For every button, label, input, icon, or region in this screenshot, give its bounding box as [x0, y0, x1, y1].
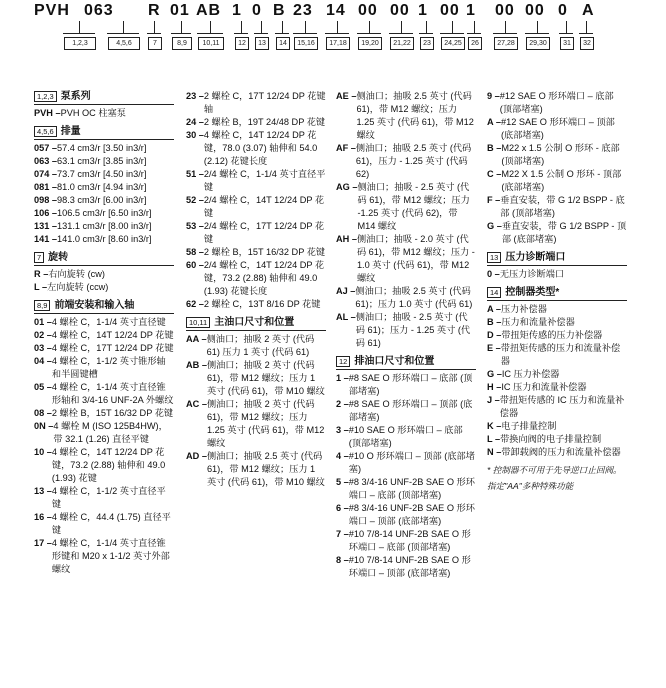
option-code: 24 –: [186, 117, 204, 127]
option-item: [34, 220, 174, 233]
option-description: #10 O 形环端口 – 顶部 (底部堵塞): [348, 451, 475, 474]
option-code: 10 –: [34, 447, 52, 457]
option-description: 垂直安装，带 G 1/2 BSPP - 底部 (顶部堵塞): [500, 195, 625, 218]
option-description: 压力和流量补偿器: [501, 317, 575, 327]
option-code: 8 –: [336, 555, 349, 565]
option-description: 2 螺栓 C，13T 8/16 DP 花键: [203, 299, 321, 309]
option-item: [487, 368, 627, 381]
option-code: 13 –: [34, 486, 52, 496]
option-description: #10 7/8-14 UNF-2B SAE O 形环端口 – 顶部 (底部堵塞): [348, 555, 471, 578]
option-code: 131 –: [34, 221, 57, 231]
option-code: 2 –: [336, 399, 349, 409]
option-code: 04 –: [34, 356, 52, 366]
option-item: [336, 476, 476, 502]
option-code: 106 –: [34, 208, 57, 218]
spec-section: [487, 464, 627, 493]
option-description: 垂直安装，带 G 1/2 BSPP - 顶部 (底部堵塞): [501, 221, 627, 244]
section-heading: [34, 299, 174, 314]
option-item: [186, 116, 326, 129]
code-segment: PVH: [34, 2, 70, 19]
option-item: [186, 259, 326, 298]
section-number: 10,11: [186, 317, 210, 328]
option-code: 62 –: [186, 299, 204, 309]
option-item: [487, 420, 627, 433]
option-description: 131.1 cm3/r [8.00 in3/r]: [57, 221, 152, 231]
option-code: 51 –: [186, 169, 204, 179]
position-number-box: 29,30: [526, 37, 550, 50]
option-code: 0 –: [487, 269, 500, 279]
position-number-box: 17,18: [326, 37, 350, 50]
option-code: AG –: [336, 182, 358, 192]
option-item: [336, 233, 476, 285]
option-item: [487, 394, 627, 420]
option-description: PVH OC 柱塞泵: [60, 108, 126, 118]
position-number-box: 1,2,3: [64, 37, 96, 50]
option-code: AA –: [186, 334, 207, 344]
code-segment: 1: [232, 2, 242, 19]
option-code: AD –: [186, 451, 207, 461]
option-item: [336, 424, 476, 450]
code-segment: 00: [358, 2, 378, 19]
option-item: [487, 116, 627, 142]
option-description: 侧油口；抽吸 2 英寸 (代码 61)，带 M12 螺纹；压力 1 英寸 (代码 61)，带 M10 螺纹: [206, 360, 325, 396]
option-description: 电子排量控制: [501, 421, 557, 431]
option-item: [34, 281, 174, 294]
option-code: J –: [487, 395, 500, 405]
option-item: [186, 333, 326, 359]
option-description: 4 螺栓 C，14T 12/24 DP 花键: [51, 330, 174, 340]
option-description: 4 螺栓 C，1-1/4 英寸直径键: [51, 317, 166, 327]
section-heading: [186, 316, 326, 331]
option-item: [186, 298, 326, 311]
section-number: 7: [34, 252, 44, 263]
option-code: K –: [487, 421, 502, 431]
option-item: [336, 398, 476, 424]
position-number-box: 27,28: [494, 37, 518, 50]
spec-section: [336, 355, 476, 580]
option-item: [34, 181, 174, 194]
option-item: [336, 372, 476, 398]
section-number: 14: [487, 287, 501, 298]
option-item: [34, 407, 174, 420]
option-description: 4 螺栓 C，17T 12/24 DP 花键: [51, 343, 174, 353]
spec-section: [34, 125, 174, 246]
option-code: 3 –: [336, 425, 349, 435]
option-code: H –: [487, 382, 502, 392]
position-number-box: 13: [255, 37, 269, 50]
option-description: 右向旋转 (cw): [48, 269, 105, 279]
option-item: [487, 446, 627, 459]
option-code: A –: [487, 304, 501, 314]
option-code: AJ –: [336, 286, 356, 296]
option-item: [336, 311, 476, 350]
option-item: [34, 316, 174, 329]
code-segment: 0: [252, 2, 262, 19]
option-description: 4 螺栓 C，44.4 (1.75) 直径平键: [51, 512, 171, 535]
option-code: 30 –: [186, 130, 204, 140]
option-item: [487, 303, 627, 316]
option-code: 03 –: [34, 343, 52, 353]
option-description: 4 螺栓 C，1-1/2 英寸直径平键: [51, 486, 166, 509]
option-item: [336, 90, 476, 142]
option-item: [336, 554, 476, 580]
option-code: AC –: [186, 399, 207, 409]
spec-section: [186, 90, 326, 311]
option-code: 17 –: [34, 538, 52, 548]
option-code: 16 –: [34, 512, 52, 522]
option-description: 4 螺栓 C，1-1/4 英寸直径锥形键和 M20 x 1-1/2 英寸外部螺纹: [51, 538, 170, 574]
option-code: 1 –: [336, 373, 349, 383]
section-heading: [487, 251, 627, 266]
option-description: 侧油口；抽吸 - 2.0 英寸 (代码 61)，带 M12 螺纹；压力 - 1.0 英寸 (代码 61)，带 M12 螺纹: [356, 234, 475, 283]
section-number: 1,2,3: [34, 91, 57, 102]
position-number-box: 15,16: [294, 37, 318, 50]
option-description: 侧油口；抽吸 2.5 英寸 (代码 61)，压力 - 1.25 英寸 (代码 62): [355, 143, 472, 179]
option-item: [34, 446, 174, 485]
spec-section: [34, 299, 174, 576]
option-description: 左向旋转 (ccw): [47, 282, 109, 292]
section-title: 排油口尺寸和位置: [354, 356, 435, 367]
option-code: AE –: [336, 91, 357, 101]
section-number: 4,5,6: [34, 126, 57, 137]
code-segment: 14: [326, 2, 346, 19]
option-description: 2/4 螺栓 C，17T 12/24 DP 花键: [203, 221, 325, 244]
option-description: M22 X 1.5 公制 O 形环 - 顶部 (底部堵塞): [501, 169, 622, 192]
option-description: 106.5 cm3/r [6.50 in3/r]: [57, 208, 152, 218]
option-description: 带扭矩传感的压力补偿器: [501, 330, 603, 340]
section-heading: [336, 355, 476, 370]
option-item: [336, 142, 476, 181]
option-item: [34, 537, 174, 576]
model-code-header: [0, 0, 666, 60]
option-description: 4 螺栓 C，14T 12/24 DP 花键，78.0 (3.07) 轴伸和 54.0 (2.12) 花键长度: [203, 130, 318, 166]
option-code: 23 –: [186, 91, 204, 101]
option-code: 063 –: [34, 156, 57, 166]
option-description: 4 螺栓 C，1-1/2 英寸锥形轴和半圆键槽: [51, 356, 166, 379]
option-description: 侧油口；抽吸 - 2.5 英寸 (代码 61)，带 M12 螺纹；压力 -1.25 英寸 (代码 62)，带 M14 螺纹: [357, 182, 470, 231]
option-code: 081 –: [34, 182, 57, 192]
code-segment: B: [273, 2, 286, 19]
column-1: [34, 90, 174, 581]
spec-section: [34, 90, 174, 120]
option-description: 侧油口；抽吸 2 英寸 (代码 61)，带 M12 螺纹；压力 1.25 英寸 (代码 61)，带 M12 螺纹: [206, 399, 325, 448]
spec-section: [336, 90, 476, 350]
option-item: [487, 342, 627, 368]
option-description: 4 螺栓 C，1-1/4 英寸直径锥形轴和 3/4-16 UNF-2A 外螺纹: [51, 382, 174, 405]
option-item: [336, 181, 476, 233]
option-item: [336, 528, 476, 554]
option-item: [34, 155, 174, 168]
option-description: #8 3/4-16 UNF-2B SAE O 形环端口 – 顶部 (底部堵塞): [348, 503, 475, 526]
option-description: 73.7 cm3/r [4.50 in3/r]: [57, 169, 147, 179]
option-description: 2 螺栓 B，15T 16/32 DP 花键: [51, 408, 174, 418]
position-number-box: 23: [420, 37, 434, 50]
footnote: 指定"AA"多种特殊功能: [487, 481, 574, 491]
option-item: [487, 220, 627, 246]
option-item: [34, 342, 174, 355]
position-number-box: 32: [580, 37, 594, 50]
section-title: 主油口尺寸和位置: [214, 317, 295, 328]
option-code: B –: [487, 143, 502, 153]
option-code: A –: [487, 117, 501, 127]
option-code: 7 –: [336, 529, 349, 539]
option-code: 01 –: [34, 317, 52, 327]
option-item: [34, 268, 174, 281]
option-description: #12 SAE O 形环端口 – 底部 (顶部堵塞): [499, 91, 614, 114]
option-item: [487, 90, 627, 116]
code-segment: AB: [196, 2, 222, 19]
option-item: [186, 220, 326, 246]
option-item: [186, 359, 326, 398]
option-code: 057 –: [34, 143, 57, 153]
code-segment: 1: [466, 2, 476, 19]
option-item: [336, 285, 476, 311]
section-heading: [34, 125, 174, 140]
code-segment: 00: [440, 2, 460, 19]
section-heading: [487, 286, 627, 301]
option-description: 2/4 螺栓 C，1-1/4 英寸直径平键: [203, 169, 326, 192]
column-2: [186, 90, 326, 494]
code-segment: 00: [525, 2, 545, 19]
option-description: 侧油口；抽吸 2.5 英寸 (代码 61)，带 M12 螺纹；压力 1 英寸 (代码 61)，带 M10 螺纹: [206, 451, 325, 487]
option-code: F –: [487, 195, 501, 205]
spec-section: [34, 251, 174, 294]
code-segment: 1: [418, 2, 428, 19]
option-description: 侧油口；抽吸 2 英寸 (代码 61) 压力 1 英寸 (代码 61): [206, 334, 315, 357]
option-code: G –: [487, 221, 502, 231]
option-code: 074 –: [34, 169, 57, 179]
option-item: [34, 168, 174, 181]
option-description: M22 x 1.5 公制 O 形环 - 底部 (顶部堵塞): [501, 143, 620, 166]
option-item: [34, 207, 174, 220]
option-item: [34, 381, 174, 407]
option-description: 侧油口；抽吸 2.5 英寸 (代码 61)；压力 1.0 英寸 (代码 61): [355, 286, 473, 309]
option-description: 4 螺栓 C，14T 12/24 DP 花键，73.2 (2.88) 轴伸和 49.0 (1.93) 花键: [51, 447, 166, 483]
option-item: [336, 502, 476, 528]
option-item: [336, 450, 476, 476]
option-description: 57.4 cm3/r [3.50 in3/r]: [57, 143, 147, 153]
code-segment: 01: [170, 2, 190, 19]
option-code: 9 –: [487, 91, 500, 101]
spec-section: [487, 286, 627, 459]
option-code: 141 –: [34, 234, 57, 244]
position-number-box: 26: [468, 37, 482, 50]
position-number-box: 4,5,6: [108, 37, 140, 50]
option-code: AF –: [336, 143, 356, 153]
option-code: AH –: [336, 234, 357, 244]
option-description: #8 SAE O 形环端口 – 底部 (顶部堵塞): [348, 373, 473, 396]
option-description: 2 螺栓 C，17T 12/24 DP 花键轴: [203, 91, 326, 114]
option-item: [487, 168, 627, 194]
option-code: PVH –: [34, 108, 61, 118]
option-description: 2 螺栓 B，19T 24/48 DP 花键: [203, 117, 326, 127]
option-code: N –: [487, 447, 502, 457]
option-item: [34, 194, 174, 207]
option-code: 4 –: [336, 451, 349, 461]
option-item: [487, 381, 627, 394]
position-number-box: 7: [148, 37, 162, 50]
option-item: [186, 90, 326, 116]
option-item: [487, 142, 627, 168]
option-description: #12 SAE O 形环端口 – 顶部 (底部堵塞): [500, 117, 615, 140]
code-segment: 23: [293, 2, 313, 19]
option-item: [186, 129, 326, 168]
option-item: [186, 168, 326, 194]
option-description: 带扭矩传感的压力和流量补偿器: [500, 343, 621, 366]
option-code: L –: [34, 282, 48, 292]
code-segment: 00: [390, 2, 410, 19]
option-code: C –: [487, 169, 502, 179]
option-code: 60 –: [186, 260, 204, 270]
spec-section: [186, 316, 326, 489]
section-number: 12: [336, 356, 350, 367]
option-code: 02 –: [34, 330, 52, 340]
section-title: 控制器类型*: [505, 287, 560, 298]
option-code: 52 –: [186, 195, 204, 205]
option-item: [186, 246, 326, 259]
option-description: #10 7/8-14 UNF-2B SAE O 形环端口 – 底部 (顶部堵塞): [348, 529, 471, 552]
code-segment: R: [148, 2, 161, 19]
option-item: [34, 329, 174, 342]
position-number-box: 12: [235, 37, 249, 50]
option-code: D –: [487, 330, 502, 340]
option-code: R –: [34, 269, 49, 279]
option-description: 带扭矩传感的 IC 压力和流量补偿器: [499, 395, 625, 418]
option-description: 63.1 cm3/r [3.85 in3/r]: [57, 156, 147, 166]
option-description: IC 压力补偿器: [501, 369, 560, 379]
option-code: 6 –: [336, 503, 349, 513]
option-description: 侧油口；抽吸 2.5 英寸 (代码 61)，带 M12 螺纹；压力 1.25 英寸 (代码 61)，带 M12 螺纹: [356, 91, 474, 140]
position-number-box: 21,22: [390, 37, 414, 50]
column-3: [336, 90, 476, 585]
spec-section: [487, 90, 627, 246]
section-number: 13: [487, 252, 501, 263]
option-description: 2/4 螺栓 C，14T 12/24 DP 花键: [203, 195, 325, 218]
section-title: 前端安装和输入轴: [54, 300, 135, 311]
option-item: [34, 142, 174, 155]
option-item: [487, 268, 627, 281]
option-item: [487, 194, 627, 220]
position-number-box: 31: [560, 37, 574, 50]
option-description: 带换向阀的电子排量控制: [500, 434, 602, 444]
section-number: 8,9: [34, 300, 50, 311]
section-title: 排量: [60, 126, 81, 137]
option-description: 侧油口；抽吸 - 2.5 英寸 (代码 61)；压力 - 1.25 英寸 (代码 61): [355, 312, 471, 348]
option-item: [487, 433, 627, 446]
option-description: IC 压力和流量补偿器: [501, 382, 587, 392]
option-item: [34, 107, 174, 120]
option-item: [34, 511, 174, 537]
code-segment: A: [582, 2, 595, 19]
position-number-box: 19,20: [358, 37, 382, 50]
option-item: [487, 329, 627, 342]
option-code: AB –: [186, 360, 207, 370]
option-code: 0N –: [34, 421, 54, 431]
section-title: 压力诊断端口: [505, 252, 566, 263]
option-code: 53 –: [186, 221, 204, 231]
option-description: #8 SAE O 形环端口 – 顶部 (底部堵塞): [348, 399, 473, 422]
option-code: 5 –: [336, 477, 349, 487]
option-code: E –: [487, 343, 501, 353]
option-description: #10 SAE O 形环端口 – 底部 (顶部堵塞): [348, 425, 463, 448]
position-number-box: 14: [276, 37, 290, 50]
footnote: * 控制器不可用于先导逆口止回阀。: [487, 465, 622, 475]
option-description: 压力补偿器: [500, 304, 547, 314]
position-number-box: 24,25: [441, 37, 465, 50]
option-description: 141.0 cm3/r [8.60 in3/r]: [57, 234, 152, 244]
option-item: [34, 233, 174, 246]
option-item: [34, 355, 174, 381]
option-item: [34, 420, 174, 446]
option-code: AL –: [336, 312, 356, 322]
position-number-box: 10,11: [198, 37, 224, 50]
option-code: L –: [487, 434, 501, 444]
option-description: 2 螺栓 B，15T 16/32 DP 花键: [203, 247, 326, 257]
section-heading: [34, 90, 174, 105]
option-description: 98.3 cm3/r [6.00 in3/r]: [57, 195, 147, 205]
option-description: 81.0 cm3/r [4.94 in3/r]: [57, 182, 147, 192]
option-item: [487, 316, 627, 329]
section-title: 泵系列: [60, 91, 91, 102]
option-item: [186, 398, 326, 450]
option-code: 05 –: [34, 382, 52, 392]
option-code: 098 –: [34, 195, 57, 205]
option-description: 无压力诊断端口: [499, 269, 565, 279]
section-title: 旋转: [48, 252, 69, 263]
section-heading: [34, 251, 174, 266]
option-item: [186, 450, 326, 489]
spec-section: [487, 251, 627, 281]
option-item: [34, 485, 174, 511]
position-number-box: 8,9: [172, 37, 192, 50]
option-code: 58 –: [186, 247, 204, 257]
column-4: [487, 90, 627, 498]
option-description: 带卸载阀的压力和流量补偿器: [501, 447, 621, 457]
option-description: #8 3/4-16 UNF-2B SAE O 形环端口 – 底部 (顶部堵塞): [348, 477, 475, 500]
code-segment: 00: [495, 2, 515, 19]
option-description: 4 螺栓 M (ISO 125B4HW)，带 32.1 (1.26) 直径平键: [53, 421, 168, 444]
option-description: 2/4 螺栓 C，14T 12/24 DP 花键，73.2 (2.88) 轴伸和 49.0 (1.93) 花键长度: [203, 260, 325, 296]
option-code: B –: [487, 317, 502, 327]
option-code: G –: [487, 369, 502, 379]
code-segment: 0: [558, 2, 568, 19]
code-segment: 063: [84, 2, 114, 19]
option-code: 08 –: [34, 408, 52, 418]
option-item: [186, 194, 326, 220]
